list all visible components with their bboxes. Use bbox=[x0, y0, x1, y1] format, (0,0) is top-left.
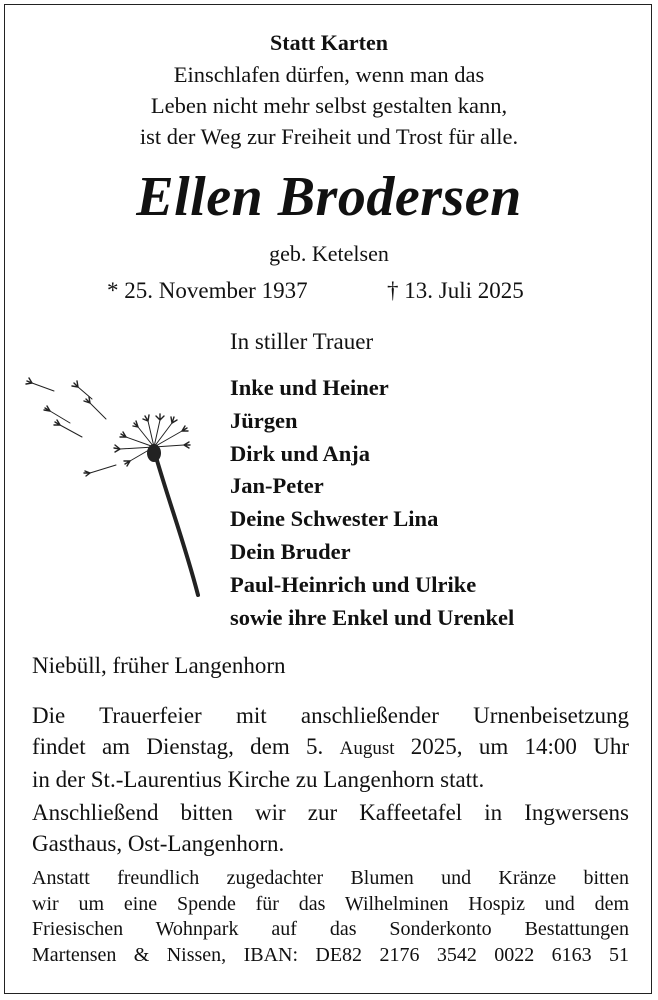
ceremony-month: August bbox=[339, 738, 395, 759]
birth-date: * 25. November 1937 bbox=[107, 278, 308, 303]
ceremony-line-2 bbox=[32, 731, 629, 764]
ceremony-line-3: in der St.-Laurentius Kirche zu Langenhorn statt. bbox=[32, 767, 485, 792]
header-title: Statt Karten bbox=[270, 30, 388, 55]
coffee-line-2: Gasthaus, Ost-Langenhorn. bbox=[32, 831, 285, 856]
mourner-name: Dein Bruder bbox=[230, 538, 351, 564]
mourner-name: Jan-Peter bbox=[230, 473, 324, 499]
mourning-intro: In stiller Trauer bbox=[230, 329, 374, 354]
donation-line-3: Friesischen Wohnpark auf das Sonderkonto Bestattungen bbox=[32, 918, 629, 940]
ceremony-paragraph bbox=[32, 700, 629, 795]
ceremony-line-2c: 2025, um 14:00 Uhr bbox=[410, 734, 629, 759]
place-line: Niebüll, früher Langenhorn bbox=[32, 653, 286, 678]
donation-line-1: Anstatt freundlich zugedachter Blumen und Kränze bitten bbox=[32, 867, 629, 889]
ceremony-line-2a: findet am Dienstag, dem 5. bbox=[32, 734, 324, 759]
donation-line-2: wir um eine Spende für das Wilhelminen Hospiz und dem bbox=[32, 892, 629, 915]
deceased-name: Ellen Brodersen bbox=[136, 166, 522, 228]
mourner-name: Paul-Heinrich und Ulrike bbox=[230, 571, 477, 597]
motto-line-2: Leben nicht mehr selbst gestalten kann, bbox=[150, 93, 508, 118]
coffee-paragraph bbox=[32, 797, 629, 859]
maiden-name: geb. Ketelsen bbox=[269, 241, 389, 266]
mourner-name: Deine Schwester Lina bbox=[230, 506, 439, 532]
dandelion-icon bbox=[20, 365, 220, 605]
mourners-list bbox=[230, 372, 514, 634]
motto-line-1: Einschlafen dürfen, wenn man das bbox=[173, 62, 485, 87]
motto-line-3: ist der Weg zur Freiheit und Trost für alle. bbox=[139, 124, 519, 149]
mourner-name: Jürgen bbox=[230, 407, 298, 433]
donation-line-4: Martensen & Nissen, IBAN: DE82 2176 3542 0022 6163 51 bbox=[32, 943, 629, 966]
mourner-name: Inke und Heiner bbox=[230, 375, 389, 400]
mourner-name: Dirk und Anja bbox=[230, 440, 371, 466]
death-date: † 13. Juli 2025 bbox=[387, 278, 524, 303]
ceremony-line-1: Die Trauerfeier mit anschließender Urnenbeisetzung bbox=[32, 703, 629, 728]
donation-paragraph bbox=[32, 866, 629, 968]
mourner-name: sowie ihre Enkel und Urenkel bbox=[230, 604, 515, 630]
coffee-line-1: Anschließend bitten wir zur Kaffeetafel in Ingwersens bbox=[32, 800, 629, 825]
